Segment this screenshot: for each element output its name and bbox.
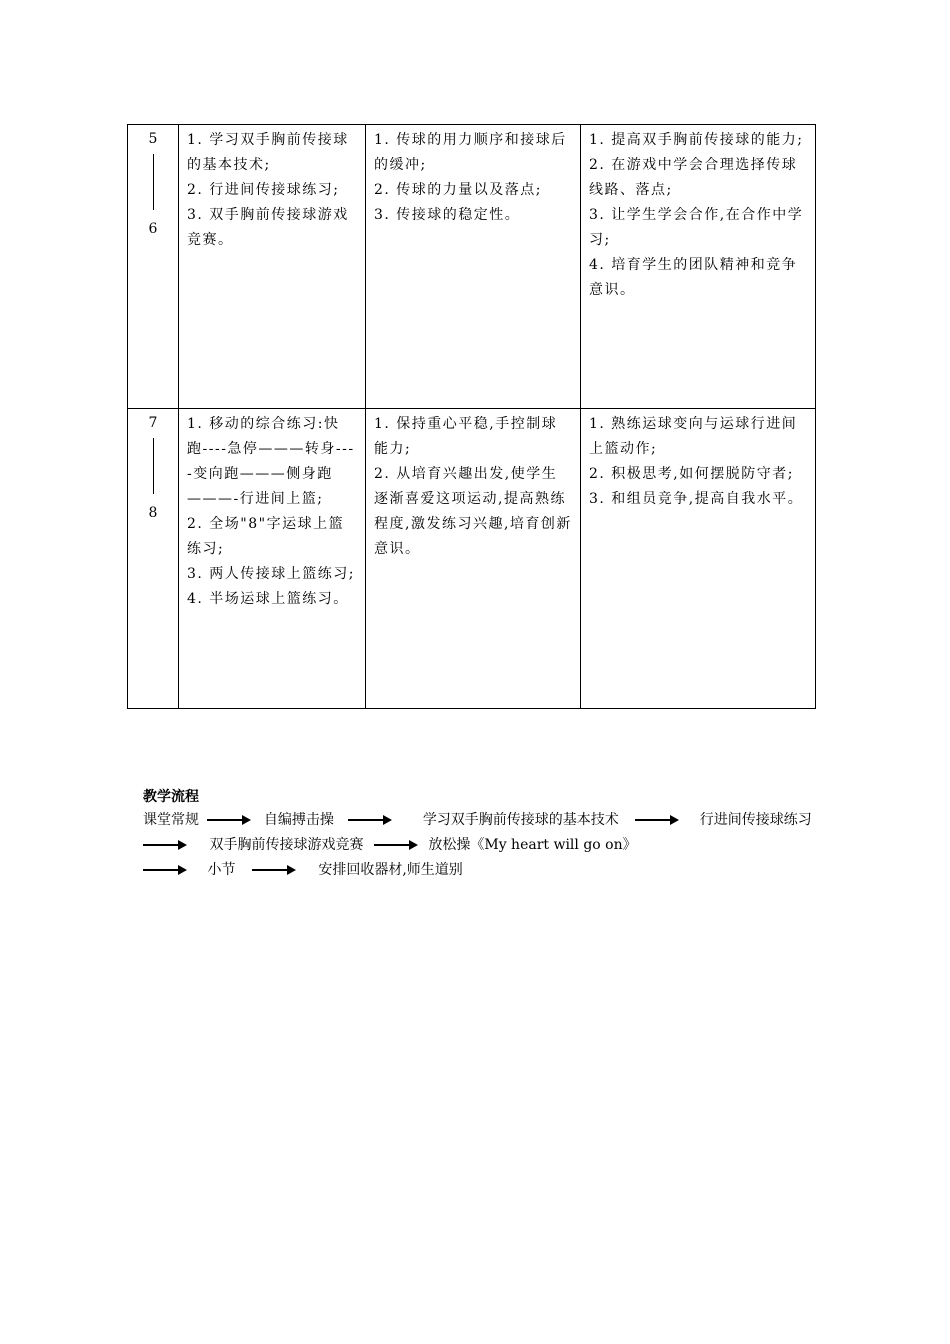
range-bar xyxy=(153,438,154,494)
flow-step: 行进间传接球练习 xyxy=(699,812,812,828)
goal-item: 1. 熟练运球变向与运球行进间上篮动作; xyxy=(589,416,798,457)
goal-item: 1. 提高双手胸前传接球的能力; xyxy=(589,132,804,148)
flow-line xyxy=(143,808,815,833)
lesson-number-cell xyxy=(128,409,179,709)
flow-line xyxy=(143,858,815,883)
arrow-right-icon xyxy=(374,840,418,850)
lesson-from: 7 xyxy=(148,415,158,431)
content-item: 1. 移动的综合练习:快跑----急停———转身----变向跑———侧身跑———-行进间上篮; xyxy=(187,416,355,507)
content-item: 4. 半场运球上篮练习。 xyxy=(187,591,349,607)
flow-step: 学习双手胸前传接球的基本技术 xyxy=(422,812,619,828)
range-bar xyxy=(153,154,154,210)
focus-item: 1. 保持重心平稳,手控制球能力; xyxy=(374,416,558,457)
arrow-right-icon xyxy=(348,815,392,825)
goal-item: 4. 培育学生的团队精神和竞争意识。 xyxy=(589,257,798,298)
focus-item: 1. 传球的用力顺序和接球后的缓冲; xyxy=(374,132,567,173)
goal-item: 3. 让学生学会合作,在合作中学习; xyxy=(589,207,804,248)
focus-cell xyxy=(366,409,581,709)
flow-step: 自编搏击操 xyxy=(263,812,334,828)
content-item: 3. 双手胸前传接球游戏竞赛。 xyxy=(187,207,349,248)
goals-cell xyxy=(581,409,816,709)
lesson-to: 8 xyxy=(148,505,158,521)
flow-step: 小节 xyxy=(207,862,236,878)
flow-step: 双手胸前传接球游戏竞赛 xyxy=(209,837,364,853)
goal-item: 2. 在游戏中学会合理选择传球线路、落点; xyxy=(589,157,798,198)
arrow-right-icon xyxy=(143,865,187,875)
lesson-to: 6 xyxy=(148,221,158,237)
flow-step: 课堂常规 xyxy=(143,812,199,828)
flow-title: 教学流程 xyxy=(143,789,199,805)
arrow-right-icon xyxy=(207,815,251,825)
focus-item: 2. 传球的力量以及落点; xyxy=(374,182,543,198)
lesson-from: 5 xyxy=(148,131,158,147)
flow-line xyxy=(143,833,815,858)
lesson-number-cell xyxy=(128,125,179,409)
goals-cell xyxy=(581,125,816,409)
content-item: 3. 两人传接球上篮练习; xyxy=(187,566,356,582)
focus-item: 2. 从培育兴趣出发,使学生逐渐喜爱这项运动,提高熟练程度,激发练习兴趣,培育创新意识。 xyxy=(374,466,572,557)
content-item: 2. 全场"8"字运球上篮练习; xyxy=(187,516,345,557)
arrow-right-icon xyxy=(635,815,679,825)
flow-step: 放松操《My heart will go on》 xyxy=(428,837,637,853)
teaching-flow xyxy=(143,786,815,883)
content-cell xyxy=(179,409,366,709)
table-row xyxy=(128,409,816,709)
flow-step: 安排回收器材,师生道别 xyxy=(318,862,463,878)
focus-item: 3. 传接球的稳定性。 xyxy=(374,207,521,223)
content-cell xyxy=(179,125,366,409)
content-item: 1. 学习双手胸前传接球的基本技术; xyxy=(187,132,349,173)
goal-item: 3. 和组员竞争,提高自我水平。 xyxy=(589,491,804,507)
arrow-right-icon xyxy=(143,840,187,850)
lesson-plan-table xyxy=(127,124,816,709)
content-item: 2. 行进间传接球练习; xyxy=(187,182,340,198)
goal-item: 2. 积极思考,如何摆脱防守者; xyxy=(589,466,794,482)
focus-cell xyxy=(366,125,581,409)
arrow-right-icon xyxy=(252,865,296,875)
table-row xyxy=(128,125,816,409)
